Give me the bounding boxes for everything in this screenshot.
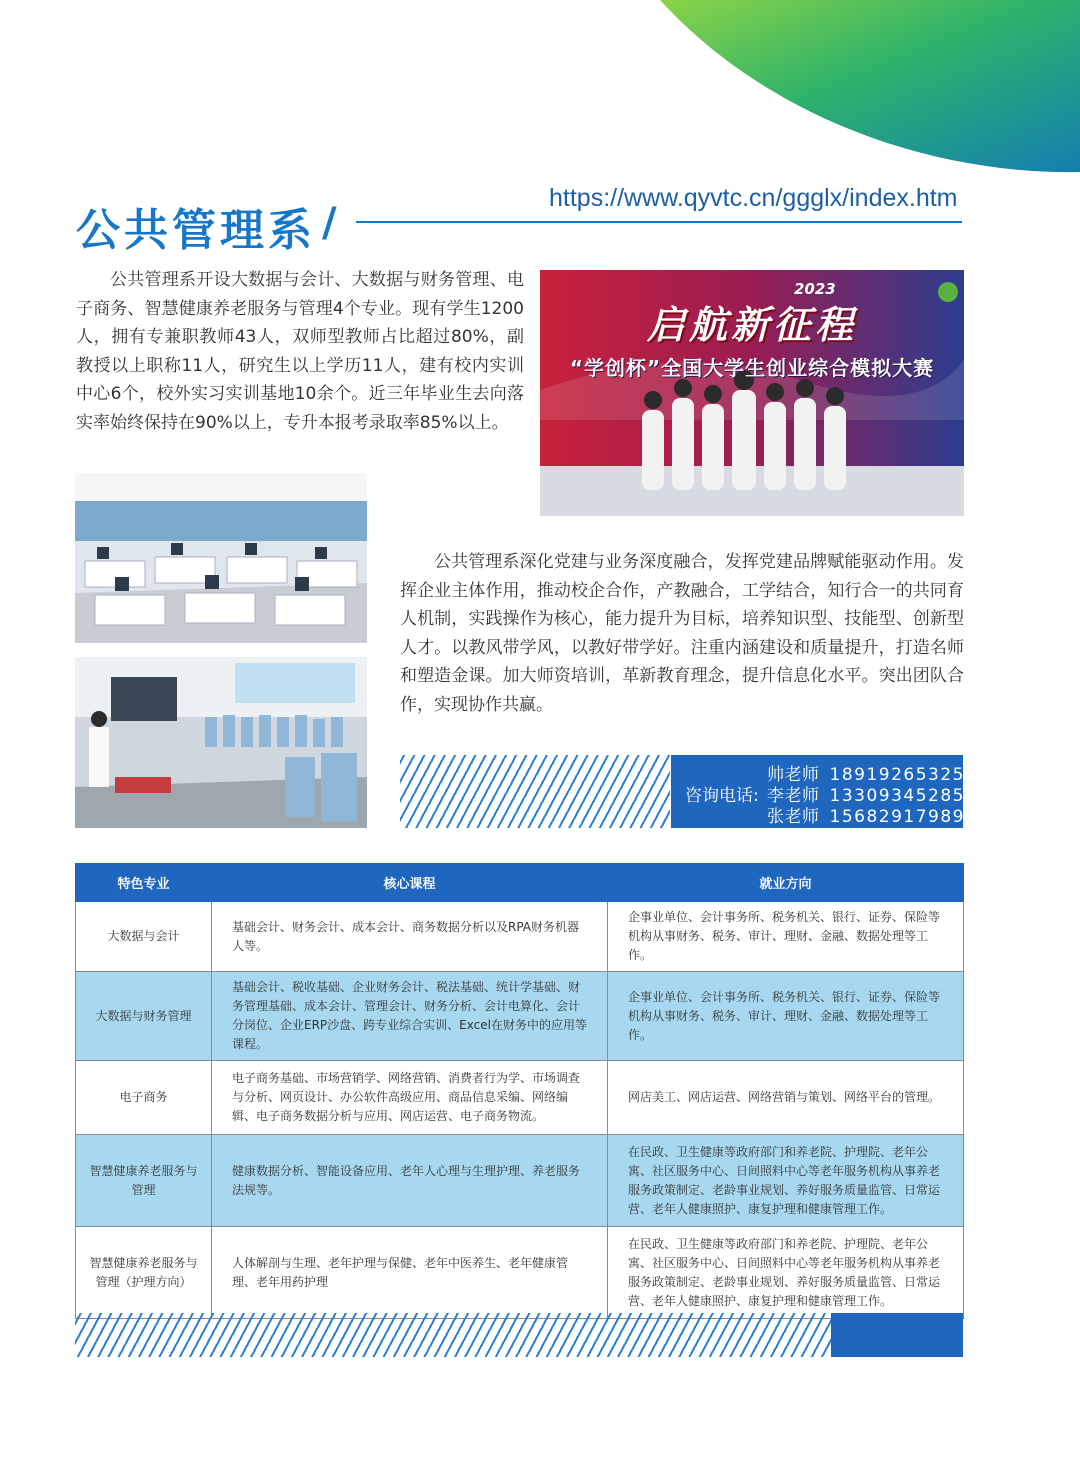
major-cell: 电子商务 (76, 1061, 212, 1135)
contact-line (767, 802, 965, 827)
contact-box (671, 755, 963, 828)
header-divider-line (356, 221, 962, 223)
corner-swoosh-decoration (0, 0, 1080, 180)
table-row (76, 972, 964, 1061)
footer-blue-block (831, 1313, 963, 1357)
courses-cell: 健康数据分析、智能设备应用、老年人心理与生理护理、养老服务法规等。 (212, 1135, 608, 1227)
event-year: 2023 (794, 280, 836, 298)
training-class-photo (75, 657, 367, 828)
jobs-cell: 在民政、卫生健康等政府部门和养老院、护理院、老年公寓、社区服务中心、日间照料中心等老年服务机构从事养老服务政策制定、老龄事业规划、养好服务质量监管、日常运营、老年人健康照护、康复护理和健康管理工作。 (608, 1135, 964, 1227)
contact-phone[interactable]: 13309345285 (829, 786, 965, 806)
courses-cell: 基础会计、财务会计、成本会计、商务数据分析以及RPA财务机器人等。 (212, 902, 608, 972)
header-courses: 核心课程 (212, 864, 608, 902)
major-cell: 大数据与财务管理 (76, 972, 212, 1061)
page-title: 公共管理系 (76, 205, 316, 256)
department-url-link[interactable]: https://www.qyvtc.cn/ggglx/index.htm (549, 184, 958, 212)
courses-cell: 基础会计、税收基础、企业财务会计、税法基础、统计学基础、财务管理基础、成本会计、管理会计、财务分析、会计电算化、会计分岗位、企业ERP沙盘、跨专业综合实训、Excel在财务中的应用等课程。 (212, 972, 608, 1061)
header-jobs: 就业方向 (608, 864, 964, 902)
footer-stripe-decoration (75, 1313, 831, 1357)
jobs-cell: 网店美工、网店运营、网络营销与策划、网络平台的管理。 (608, 1061, 964, 1135)
event-subtitle: “学创杯”全国大学生创业综合模拟大赛 (569, 356, 935, 380)
table-header-row (76, 864, 964, 902)
jobs-cell: 企事业单位、会计事务所、税务机关、银行、证券、保险等机构从事财务、税务、审计、理财、金融、数据处理等工作。 (608, 902, 964, 972)
table-row (76, 1227, 964, 1319)
courses-cell: 电子商务基础、市场营销学、网络营销、消费者行为学、市场调查与分析、网页设计、办公软件高级应用、商品信息采编、网络编辑、电子商务数据分析与应用、网店运营、电子商务物流。 (212, 1061, 608, 1135)
title-slash-mark: / (322, 200, 337, 246)
jobs-cell: 在民政、卫生健康等政府部门和养老院、护理院、老年公寓、社区服务中心、日间照料中心等老年服务机构从事养老服务政策制定、老龄事业规划、养好服务质量监管、日常运营、老年人健康照护、康复护理和健康管理工作。 (608, 1227, 964, 1319)
jobs-cell: 企事业单位、会计事务所、税务机关、银行、证券、保险等机构从事财务、税务、审计、理财、金融、数据处理等工作。 (608, 972, 964, 1061)
contact-phone[interactable]: 15682917989 (829, 807, 965, 827)
event-heading: 启航新征程 (646, 302, 857, 347)
contact-phone[interactable]: 18919265325 (829, 765, 965, 785)
computer-lab-photo (75, 473, 367, 643)
contact-name: 帅老师 (767, 765, 820, 785)
contact-stripe-decoration (400, 755, 670, 828)
intro-paragraph: 公共管理系开设大数据与会计、大数据与财务管理、电子商务、智慧健康养老服务与管理4个专业。现有学生1200人，拥有专兼职教师43人，双师型教师占比超过80%，副教授以上职称11人，研究生以上学历11人，建有校内实训中心6个，校外实习实训基地10余个。近三年毕业生去向落实率始终保持在90%以上，专升本报考录取率85%以上。 (76, 270, 524, 433)
major-cell: 智慧健康养老服务与管理 (76, 1135, 212, 1227)
major-cell: 大数据与会计 (76, 902, 212, 972)
header-major: 特色专业 (76, 864, 212, 902)
contact-name: 李老师 (767, 786, 820, 806)
event-photo (540, 270, 964, 516)
table-row (76, 902, 964, 972)
major-cell: 智慧健康养老服务与管理（护理方向） (76, 1227, 212, 1319)
contact-label: 咨询电话: (685, 786, 759, 806)
contact-name: 张老师 (767, 807, 820, 827)
table-row (76, 1061, 964, 1135)
majors-table (75, 863, 964, 1319)
body-paragraph: 公共管理系深化党建与业务深度融合，发挥党建品牌赋能驱动作用。发挥企业主体作用，推动校企合作，产教融合，工学结合，知行合一的共同育人机制，实践操作为核心，能力提升为目标，培养知识型、技能型、创新型人才。以教风带学风，以教好带学好。注重内涵建设和质量提升，打造名师和塑造金课。加大师资培训，革新教育理念，提升信息化水平。突出团队合作，实现协作共赢。 (400, 552, 964, 715)
courses-cell: 人体解剖与生理、老年护理与保健、老年中医养生、老年健康管理、老年用药护理 (212, 1227, 608, 1319)
table-row (76, 1135, 964, 1227)
